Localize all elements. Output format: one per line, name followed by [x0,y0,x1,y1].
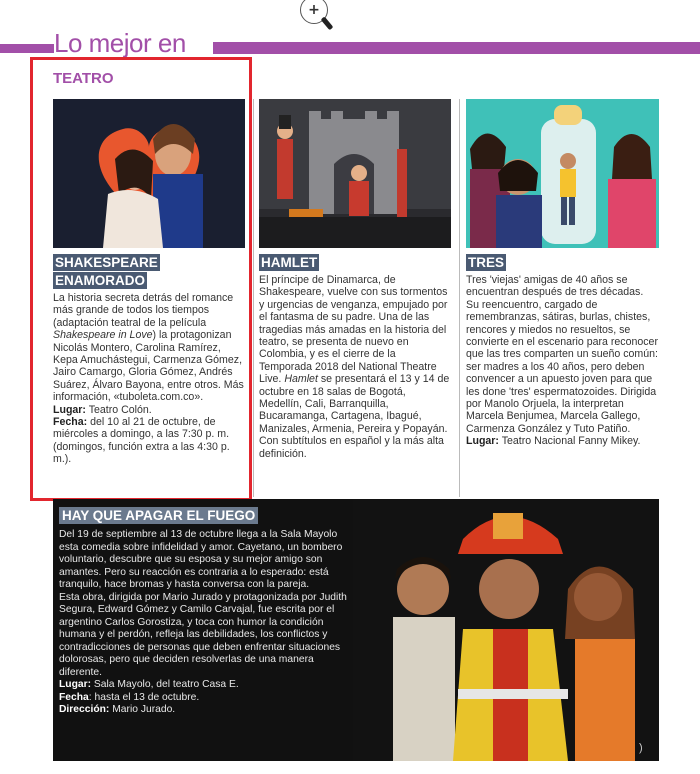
article-body: El príncipe de Dinamarca, de Shakespeare, vuelve con sus tormentos y urgencias de venganza, empujado por el fantasma de su padre. Una de las tragedias más amadas en la historia del teatro, se presenta de nuevo en Colombia, y es el cierre de la Temporada 2018 del National Theatre Live. Hamlet se presentará el 13 y 14 de octubre en 18 salas de Bogotá, Medellín, Cali, Barranquilla, Bucaramanga, Cartagena, Ibagué, Manizales, Armenia, Pereira y Popayán. Con subtítulos en español y la más alta definición. [259,274,450,460]
header-band-right [213,42,700,54]
venue-label: Lugar: [466,435,499,448]
venue-value: Sala Mayolo, del teatro Casa E. [91,679,239,690]
feature-body: Del 19 de septiembre al 13 de octubre llega a la Sala Mayolo esta comedia sobre infidelidad y amor. Cayetano, un bombero voluntario, descubre que su esposa y su mejor amigo son amantes. Pero su reacción es contraria a lo esperado: está tranquilo, hace bromas y hasta conversa con la pareja. Esta obra, dirigida por Mario Jurado y protagonizada por Judith Segura, Edward Gómez y Camilo Carvajal, fue escrita por el argentino Carlos Gorostiza, y toca con humor la condición humana y el perdón, refleja las debilidades, los conflictos y contradicciones de personas que deben enfrentar situaciones dolorosas, pero que deciden resolverlas de una manera diferente. Lugar: Sala Mayolo, del teatro Casa E. Fecha: hasta el 13 de octubre. Dirección: Mario Jurado. [59,529,347,715]
date-label: Fecha: [53,416,88,429]
highlight-frame [30,57,252,501]
date-value: : hasta el 13 de octubre. [88,691,200,703]
article-body: La historia secreta detrás del romance más grande de todos los tiempos (adaptación teatral de la película Shakespeare in Love) la protagonizan Nicolás Montero, Carolina Ramírez, Kepa Amuchástegui, Carmenza Gómez, Jairo Camargo, Gloria Gómez, Andrés Suárez, Álvaro Bayona, entre otros. Más información, «tuboleta.com.co». Lugar: Teatro Colón. Fecha: del 10 al 21 de octubre, de miércoles a domingo, a las 7:30 p. m. (domingos, función extra a las 4:30 p. m.). [53,292,244,466]
venue-value: Teatro Colón. [85,403,152,416]
column-divider [459,99,460,497]
article-title: HAMLET [261,255,318,270]
director-label: Dirección: [59,704,110,715]
article-title: SHAKESPEARE [55,255,158,270]
venue-value: Teatro Nacional Fanny Mikey. [498,435,641,448]
tres-photo [466,99,659,248]
zoom-plus-symbol: + [300,0,328,24]
category-label: TEATRO [53,70,114,87]
article-hamlet [259,99,451,460]
article-title-line2: ENAMORADO [55,273,145,288]
hamlet-photo [259,99,451,248]
article-tres [466,99,659,448]
header-band-left [0,44,54,53]
venue-label: Lugar: [53,403,86,416]
section-header [0,28,700,58]
feature-article [53,499,659,761]
venue-label: Lugar: [59,679,92,690]
article-title: TRES [468,255,505,270]
firefighter-photo [353,499,659,761]
director-value: Mario Jurado. [109,704,176,715]
date-label: Fecha [59,691,89,703]
column-divider [253,99,254,497]
svg-text:): ) [639,742,643,754]
date-value: del 10 al 21 de octubre, de miércoles a domingo, a las 7:30 p. m. (domingos, función extra a las 4:30 p. m.). [53,416,230,466]
article-body: Tres 'viejas' amigas de 40 años se encuentran después de tres décadas. Su reencuentro, cargado de remembranzas, sátiras, burlas, chistes, rencores y miedos no resueltos, se convierte en el escenario para reconocer que las tres comparten un sueño común: ser madres a los 40 años, pero deben convencer a un apuesto joven para que les done 'tres' espermatozoides. Dirigida por Manolo Orjuela, la interpretan Marcela Benjumea, Marcela Gallego, Carmenza González y Tuto Patiño. Lugar: Teatro Nacional Fanny Mikey. [466,274,658,448]
feature-title: HAY QUE APAGAR EL FUEGO [59,507,258,524]
section-title: Lo mejor en [54,28,186,58]
